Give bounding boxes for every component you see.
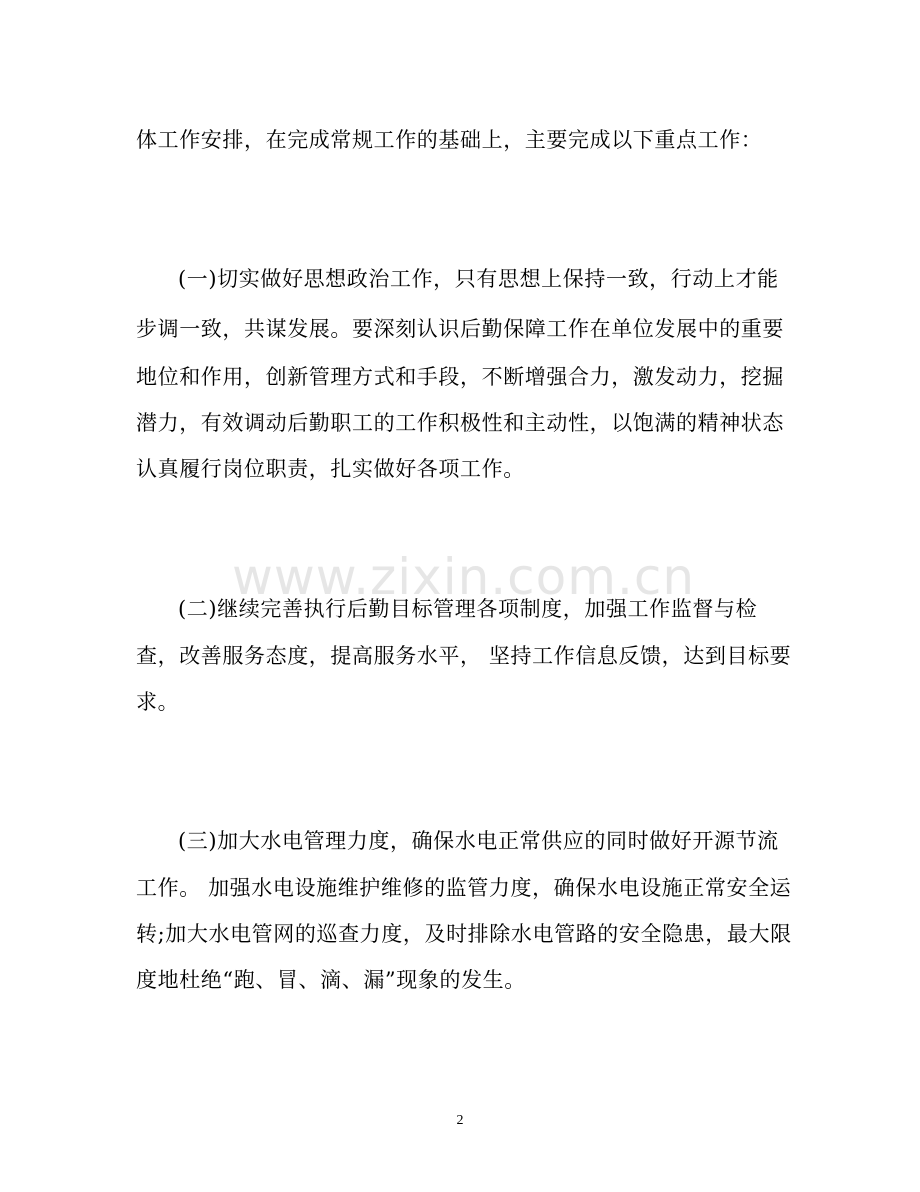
section-3-line-2: 工作。 加强水电设施维护维修的监管力度，确保水电设施正常安全运 xyxy=(136,876,792,900)
section-1-line-3: 地位和作用，创新管理方式和手段，不断增强合力，激发动力，挖掘 xyxy=(136,365,784,389)
section-1-line-4: 潜力，有效调动后勤职工的工作积极性和主动性，以饱满的精神状态 xyxy=(136,411,784,435)
section-3-line-4: 度地杜绝“跑、冒、滴、漏”现象的发生。 xyxy=(136,968,526,992)
section-1-line-2: 步调一致，共谋发展。要深刻认识后勤保障工作在单位发展中的重要 xyxy=(136,317,784,341)
section-1-line-5: 认真履行岗位职责，扎实做好各项工作。 xyxy=(136,457,525,481)
section-2-line-2: 查，改善服务态度，提高服务水平， 坚持工作信息反馈，达到目标要 xyxy=(136,644,792,668)
watermark: www.zixin.com.cn xyxy=(232,548,696,606)
section-3-line-3: 转;加大水电管网的巡查力度，及时排除水电管路的安全隐患，最大限 xyxy=(136,922,792,946)
section-3-line-1: (三)加大水电管理力度，确保水电正常供应的同时做好开源节流 xyxy=(178,829,779,853)
section-2-line-3: 求。 xyxy=(136,690,180,714)
section-1-line-1: (一)切实做好思想政治工作，只有思想上保持一致，行动上才能 xyxy=(178,267,779,291)
section-2-line-1: (二)继续完善执行后勤目标管理各项制度，加强工作监督与检 xyxy=(178,597,758,621)
page-number: 2 xyxy=(456,1113,464,1128)
intro-line: 体工作安排，在完成常规工作的基础上，主要完成以下重点工作： xyxy=(136,128,763,152)
